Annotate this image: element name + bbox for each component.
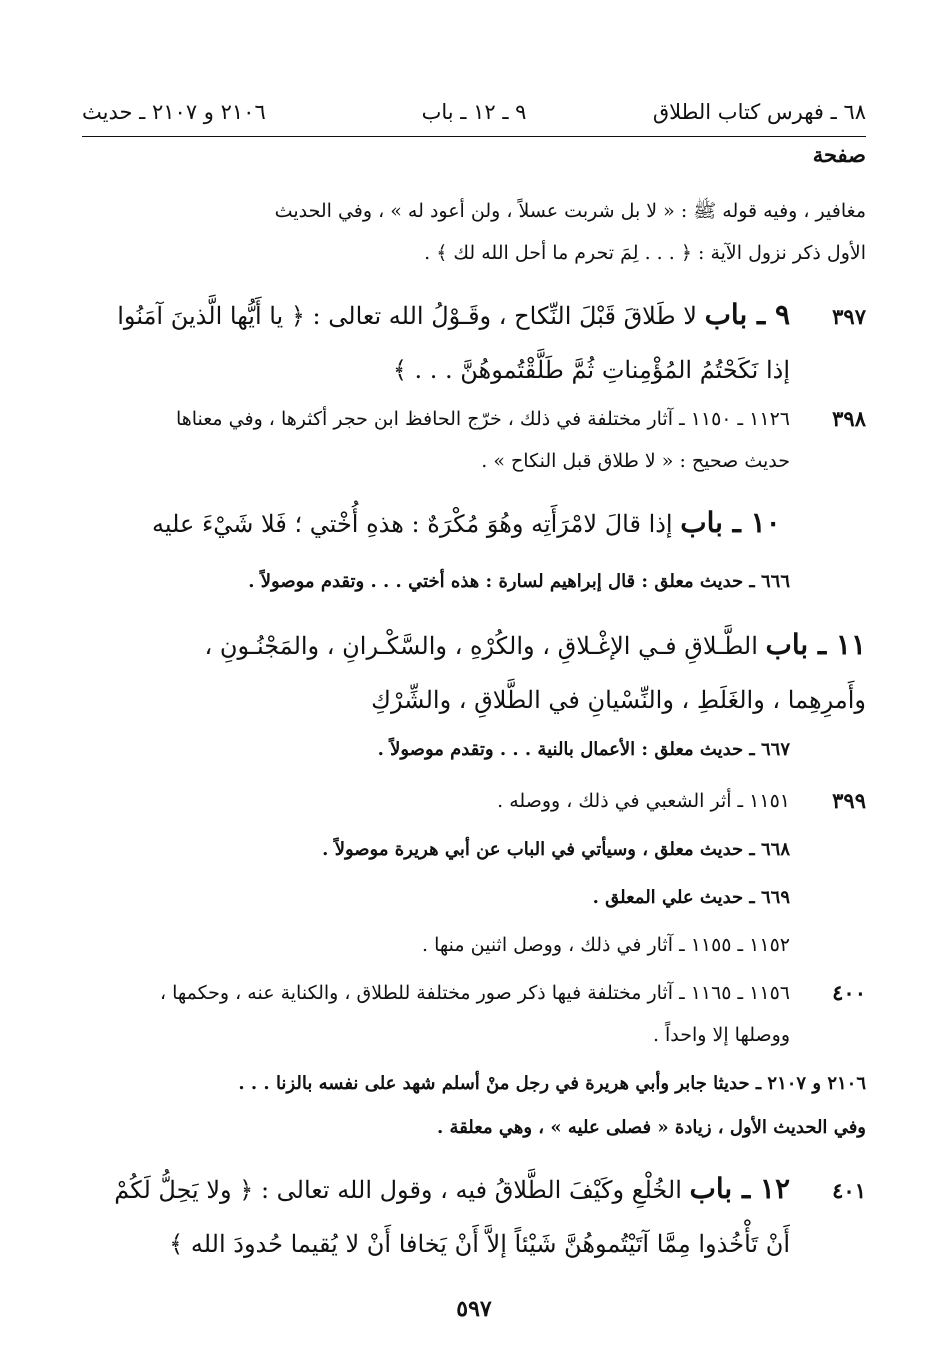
- chapter-title: إذا قالَ لامْرَأَتِه وهُوَ مُكْرَهٌ : هذهِ أُخْتي ؛ فَلا شَيْءَ عليه: [152, 510, 673, 538]
- entry-line: ٦٦٩ ـ حديث علي المعلق .: [592, 887, 790, 908]
- page-number: ٥٩٧: [456, 1296, 492, 1322]
- entry-text: [82, 562, 790, 602]
- entry-line: [82, 288, 790, 343]
- chapter-title: الخُلْعِ وكَيْفَ الطَّلاقُ فيه ، وقول الله تعالى : ﴿ ولا يَحِلُّ لَكُمْ: [114, 1176, 682, 1204]
- entry-text: [82, 190, 866, 274]
- entry-line: ٦٦٨ ـ حديث معلق ، وسيأتي في الباب عن أبي هريرة موصولاً .: [322, 839, 790, 860]
- entry-text: [82, 730, 790, 770]
- header-book-title: ٦٨ ـ فهرس كتاب الطلاق: [652, 100, 866, 124]
- entry-page-number: ٤٠١: [832, 1178, 866, 1203]
- entry-line: [82, 618, 866, 673]
- entry-line: وفي الحديث الأول ، زيادة « فصلى عليه » ، وهي معلقة .: [437, 1117, 866, 1138]
- entry-text: [82, 830, 790, 870]
- entry-page-number: ٣٩٧: [832, 304, 866, 329]
- entry-line: الأول ذكر نزول الآية : ﴿ . . . لِمَ تحرم ما أحل الله لك ﴾ .: [424, 242, 866, 264]
- entry-page-number: ٣٩٨: [832, 406, 866, 431]
- chapter-heading: [82, 618, 866, 727]
- header-hadith-range: ٢١٠٦ و ٢١٠٧ ـ حديث: [82, 100, 266, 124]
- entry-line: ١١٥١ ـ أثر الشعبي في ذلك ، ووصله .: [497, 790, 790, 812]
- chapter-title: لا طَلاقَ قَبْلَ النِّكاح ، وقَـوْلُ الله تعالى : ﴿ يا أَيُّها الَّذينَ آمَنُوا: [117, 302, 697, 330]
- entry-text: [82, 878, 790, 918]
- entry-line: ووصلها إلا واحداً .: [652, 1024, 790, 1046]
- entry-text: [82, 1062, 866, 1150]
- entry-page-number: ٣٩٩: [832, 788, 866, 813]
- entry-line: ٦٦٦ ـ حديث معلق : قال إبراهيم لسارة : هذه أختي . . . وتقدم موصولاً .: [248, 571, 790, 592]
- entry-text: [82, 972, 790, 1056]
- entry-line: [82, 1162, 790, 1217]
- chapter-heading: [82, 496, 866, 551]
- entry-line: وأَمرِهِما ، والغَلَطِ ، والنِّسْيانِ في الطَّلاقِ ، والشِّرْكِ: [371, 686, 866, 714]
- entry-line: [82, 496, 866, 551]
- chapter-heading: [82, 1162, 790, 1271]
- chapter-title: الطَّـلاقِ فـي الإغْـلاقِ ، والكُرْهِ ، والسَّكْـرانِ ، والمَجْنُـونِ ،: [204, 632, 758, 660]
- entry-page-number: ٤٠٠: [832, 980, 866, 1005]
- header-chapter-range: ٩ ـ ١٢ ـ باب: [421, 100, 527, 124]
- entry-line: ١١٢٦ ـ ١١٥٠ ـ آثار مختلفة في ذلك ، خرّج الحافظ ابن حجر أكثرها ، وفي معناها: [175, 408, 790, 430]
- entry-text: [82, 398, 790, 482]
- entry-line: أَنْ تَأْخُذوا مِمَّا آتَيْتُموهُنَّ شَيْئاً إلاَّ أَنْ يَخافا أَنْ لا يُقيما حُدودَ الله ﴾: [169, 1230, 790, 1258]
- entry-line: ١١٥٦ ـ ١١٦٥ ـ آثار مختلفة فيها ذكر صور مختلفة للطلاق ، والكناية عنه ، وحكمها ،: [159, 982, 790, 1004]
- entry-line: إذا نَكَحْتُمُ المُؤْمِناتِ ثُمَّ طَلَّقْتُموهُنَّ . . . ﴾: [392, 356, 790, 384]
- chapter-label: ١٢ ـ باب: [689, 1172, 790, 1205]
- chapter-label: ١٠ ـ باب: [680, 506, 781, 539]
- entry-text: [82, 780, 790, 822]
- entry-line: مغافير ، وفيه قوله ﷺ : « لا بل شربت عسلاً ، ولن أعود له » ، وفي الحديث: [274, 200, 866, 222]
- page-column-label: صفحة: [812, 142, 866, 167]
- entry-line: ٦٦٧ ـ حديث معلق : الأعمال بالنية . . . وتقدم موصولاً .: [377, 739, 790, 760]
- entry-line: ٢١٠٦ و ٢١٠٧ ـ حديثا جابر وأبي هريرة في رجل منْ أسلم شهد على نفسه بالزنا . . .: [238, 1073, 866, 1094]
- chapter-label: ١١ ـ باب: [765, 628, 866, 661]
- chapter-label: ٩ ـ باب: [704, 298, 790, 331]
- entry-text: [82, 924, 790, 966]
- chapter-heading: [82, 288, 790, 397]
- running-header: [82, 96, 866, 137]
- entry-line: حديث صحيح : « لا طلاق قبل النكاح » .: [481, 450, 790, 472]
- entry-line: ١١٥٢ ـ ١١٥٥ ـ آثار في ذلك ، ووصل اثنين منها .: [422, 934, 790, 956]
